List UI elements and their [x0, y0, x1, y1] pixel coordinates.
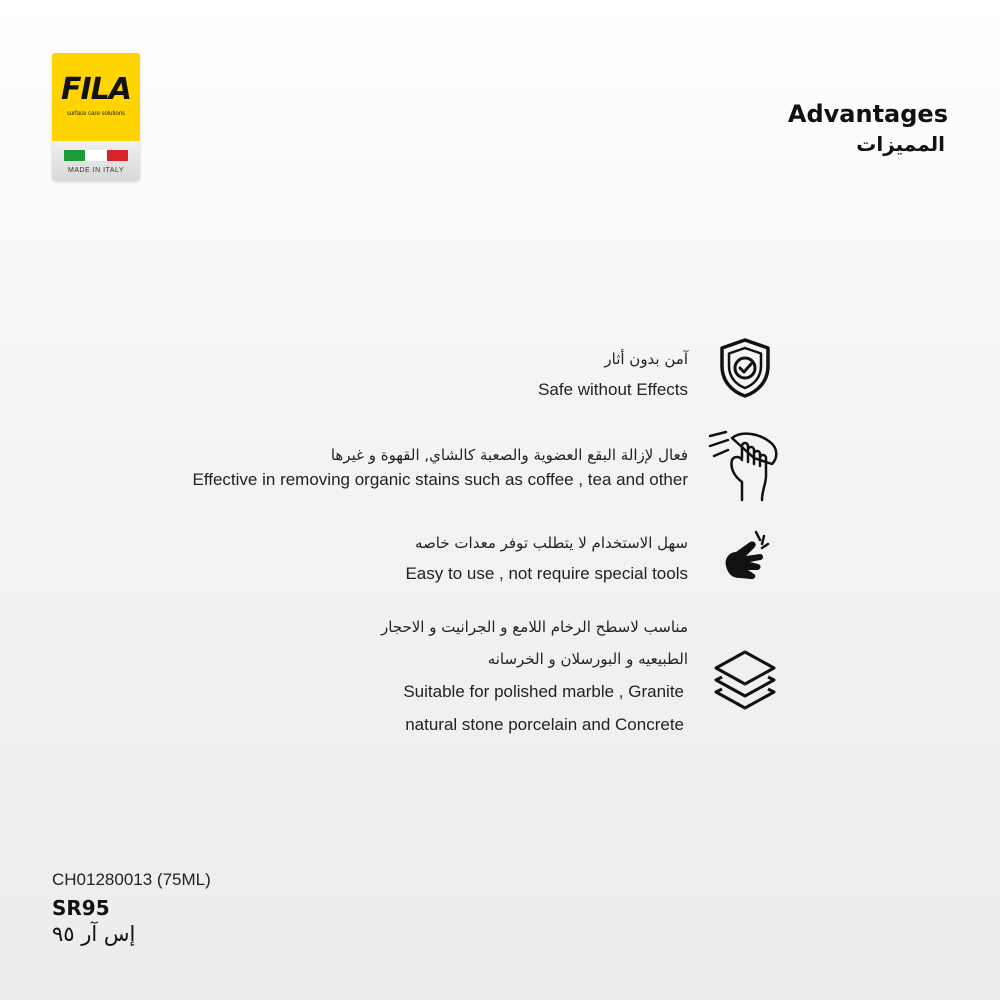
- feature-4-en-line2: natural stone porcelain and Concrete: [405, 715, 684, 734]
- product-sku: SR95: [52, 896, 110, 920]
- advantages-title-en: Advantages: [787, 100, 948, 128]
- logo-brand-text: FILA: [61, 72, 131, 107]
- feature-1-ar: آمن بدون أثار: [604, 350, 688, 368]
- made-in-italy-label: MADE IN ITALY: [67, 167, 125, 174]
- feature-2-en: Effective in removing organic stains such as coffee , tea and other: [192, 470, 688, 489]
- feature-4-en-line1: Suitable for polished marble , Granite: [403, 682, 684, 701]
- shield-check-icon: [716, 336, 774, 400]
- hand-snap-icon: [720, 528, 772, 588]
- product-code: CH01280013 (75ML): [52, 870, 211, 889]
- layers-icon: [712, 648, 778, 712]
- product-sku-ar: إس آر ٩٥: [52, 922, 136, 946]
- hand-cleaning-icon: [708, 428, 782, 504]
- feature-1-en: Safe without Effects: [538, 380, 688, 399]
- feature-3-ar: سهل الاستخدام لا يتطلب توفر معدات خاصه: [415, 534, 688, 552]
- advantages-title-ar: المميزات: [856, 132, 945, 156]
- logo-tagline: surface care solutions: [66, 111, 126, 117]
- italy-flag-icon: [64, 150, 128, 161]
- logo-yellow-panel: [52, 53, 140, 141]
- feature-4-ar-line2: الطبيعيه و البورسلان و الخرسانه: [487, 650, 688, 668]
- feature-2-ar: فعال لإزالة البقع العضوية والصعبة كالشاي, القهوة و غيرها: [330, 446, 688, 464]
- brand-logo: [52, 53, 140, 181]
- logo-origin-panel: [52, 141, 140, 181]
- feature-3-en: Easy to use , not require special tools: [405, 564, 688, 583]
- feature-4-ar-line1: مناسب لاسطح الرخام اللامع و الجرانيت و الاحجار: [380, 618, 688, 636]
